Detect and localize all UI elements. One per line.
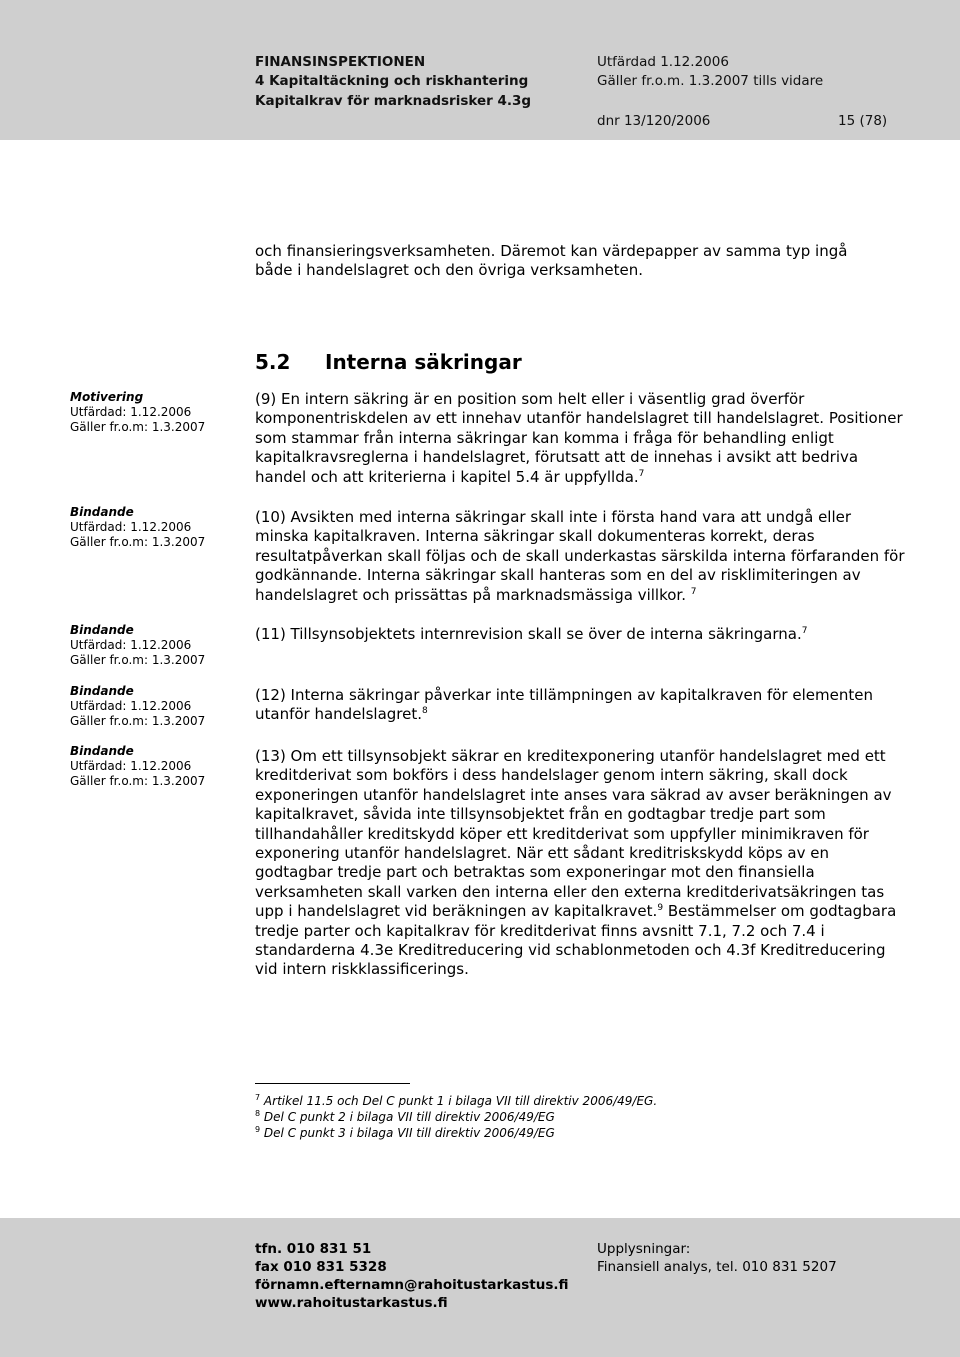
footer-info-contact: Finansiell analys, tel. 010 831 5207 [597, 1259, 837, 1275]
page-header [0, 0, 960, 140]
margin-note-valid: Gäller fr.o.m: 1.3.2007 [70, 774, 206, 788]
footnote-7 [255, 1094, 657, 1108]
header-org: FINANSINSPEKTIONEN [255, 54, 426, 70]
section-heading [255, 350, 522, 374]
footnote-8 [255, 1110, 555, 1124]
header-chapter: 4 Kapitaltäckning och riskhantering [255, 73, 529, 89]
paragraph-13 [255, 747, 905, 980]
paragraph-text: (10) Avsikten med interna säkringar skall inte i första hand vara att undgå eller minska kapitalkraven. Interna säkringar skall dokumenteras korrekt, deras resultatpåverkan skall följas och de skall underkastas särskilda interna förfaranden för godkännande. Interna säkringar skall hanteras som en del av risklimiteringen av handelslagret och prissättas på marknadsmässiga villkor. [255, 508, 905, 604]
paragraph-9 [255, 390, 905, 487]
margin-note-issued: Utfärdad: 1.12.2006 [70, 699, 192, 713]
footnote-ref[interactable]: 8 [422, 706, 428, 717]
paragraph-text: (13) Om ett tillsynsobjekt säkrar en kreditexponering utanför handelslagret med ett kreditderivat som bokförs i dess handelslager genom intern säkring, skall dock exponeringen utanför handelslagret inte anses vara säkrad av avser beräkningen av kapitalkravet, såvida inte tillsynsobjektet från en godtagbar tredje part som tillhandahåller kreditskydd köper ett kreditderivat som uppfyller minimikraven för exponering utanför handelslagret. När ett sådant kreditriskskydd köps av en godtagbar tredje part och betraktas som exponeringar mot den finansiella verksamheten skall varken den interna eller den externa kreditderivatsäkringen tas upp i handelslagret vid beräkningen av kapitalkravet. [255, 747, 892, 921]
header-valid: Gäller fr.o.m. 1.3.2007 tills vidare [597, 73, 824, 89]
paragraph-text: (9) En intern säkring är en position som helt eller i väsentlig grad överför komponentriskdelen av ett innehav utanför handelslagret till handelslagret. Positioner som stammar från interna säkringar kan komma i fråga för behandling enligt kapitalkravsreglerna i handelslagret, förutsatt att de innehas i avsikt att bedriva handel och att kriterierna i kapitel 5.4 är uppfyllda. [255, 390, 903, 486]
section-number: 5.2 [255, 350, 291, 374]
paragraph-text-continued: Bestämmelser om godtagbara tredje parter och kapitalkrav för kreditderivat finns avsnitt 7.1, 7.2 och 7.4 i standarderna 4.3e Kreditreducering vid schablonmetoden och 4.3f Kreditreducering vid intern riskklassificerings. [255, 902, 897, 979]
footer-info-label: Upplysningar: [597, 1241, 691, 1257]
margin-note-bindande-11 [70, 623, 205, 668]
header-issued: Utfärdad 1.12.2006 [597, 54, 729, 70]
margin-note-title: Motivering [70, 390, 144, 404]
intro-line-2: både i handelslagret och den övriga verksamheten. [255, 261, 643, 280]
header-section: Kapitalkrav för marknadsrisker 4.3g [255, 93, 532, 109]
paragraph-text: (12) Interna säkringar påverkar inte tillämpningen av kapitalkraven för elementen utanför handelslagret. [255, 686, 873, 724]
intro-line-1: och finansieringsverksamheten. Däremot kan värdepapper av samma typ ingå [255, 242, 848, 260]
paragraph-text: (11) Tillsynsobjektets internrevision skall se över de interna säkringarna. [255, 625, 802, 643]
footnote-number: 7 [255, 1093, 261, 1102]
header-page-number: 15 (78) [838, 113, 888, 129]
margin-note-valid: Gäller fr.o.m: 1.3.2007 [70, 714, 206, 728]
footnote-divider [255, 1083, 410, 1084]
footnote-number: 9 [255, 1125, 261, 1134]
footer-phone: tfn. 010 831 51 [255, 1241, 372, 1257]
footnote-ref[interactable]: 9 [657, 903, 664, 914]
paragraph-12 [255, 686, 905, 725]
margin-note-title: Bindande [70, 744, 134, 758]
margin-note-valid: Gäller fr.o.m: 1.3.2007 [70, 535, 206, 549]
margin-note-valid: Gäller fr.o.m: 1.3.2007 [70, 653, 206, 667]
section-title: Interna säkringar [325, 350, 522, 374]
margin-note-title: Bindande [70, 684, 134, 698]
footnote-number: 8 [255, 1109, 261, 1118]
margin-note-motivering [70, 390, 205, 435]
footnote-ref[interactable]: 7 [801, 626, 808, 636]
footnote-text: Del C punkt 2 i bilaga VII till direktiv 2006/49/EG [263, 1110, 555, 1124]
margin-note-issued: Utfärdad: 1.12.2006 [70, 759, 192, 773]
footer-fax: fax 010 831 5328 [255, 1259, 387, 1275]
margin-note-issued: Utfärdad: 1.12.2006 [70, 638, 192, 652]
paragraph-10 [255, 508, 905, 605]
margin-note-bindande-10 [70, 505, 205, 550]
footnote-ref[interactable]: 7 [690, 586, 697, 597]
footnote-9 [255, 1126, 555, 1140]
margin-note-valid: Gäller fr.o.m: 1.3.2007 [70, 420, 206, 434]
margin-note-bindande-12 [70, 684, 205, 729]
page-footer [0, 1218, 960, 1357]
footer-email[interactable]: förnamn.efternamn@rahoitustarkastus.fi [255, 1277, 569, 1293]
header-dnr: dnr 13/120/2006 [597, 113, 711, 129]
footnote-text: Del C punkt 3 i bilaga VII till direktiv 2006/49/EG [263, 1126, 555, 1140]
footnote-ref[interactable]: 7 [638, 468, 645, 479]
margin-note-bindande-13 [70, 744, 205, 789]
margin-note-title: Bindande [70, 505, 134, 519]
footer-website[interactable]: www.rahoitustarkastus.fi [255, 1295, 448, 1311]
paragraph-11 [255, 625, 905, 644]
footnote-text: Artikel 11.5 och Del C punkt 1 i bilaga VII till direktiv 2006/49/EG. [263, 1094, 658, 1108]
margin-note-title: Bindande [70, 623, 134, 637]
margin-note-issued: Utfärdad: 1.12.2006 [70, 520, 192, 534]
intro-text [255, 242, 905, 281]
margin-note-issued: Utfärdad: 1.12.2006 [70, 405, 192, 419]
